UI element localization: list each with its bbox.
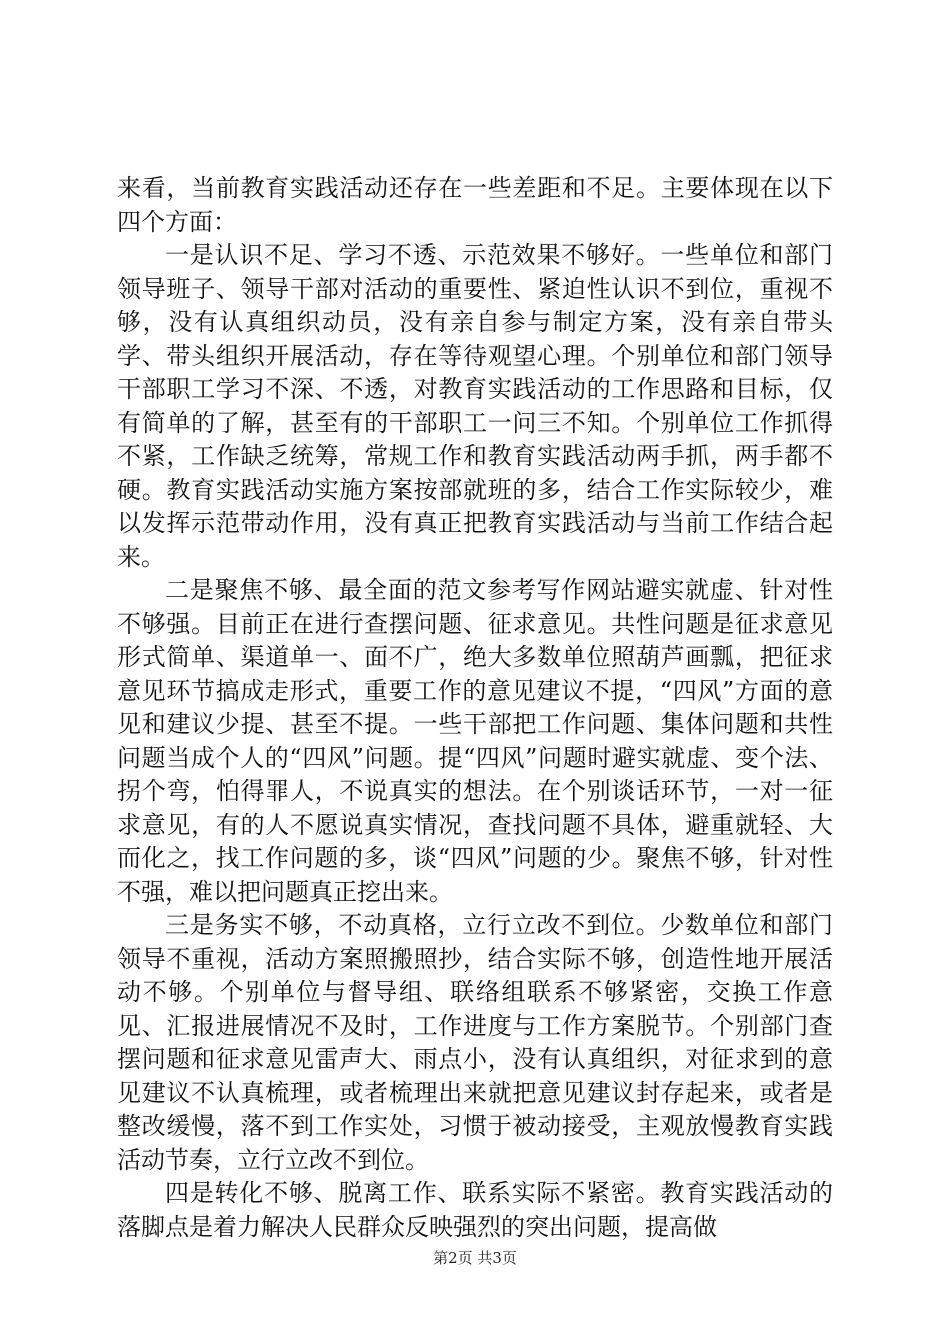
paragraph-point-three: 三是务实不够，不动真格，立行立改不到位。少数单位和部门领导不重视，活动方案照搬照抄，结合实际不够，创造性地开展活动不够。个别单位与督导组、联络组联系不够紧密，交换工作意见、汇报进展情况不及时，工作进度与工作方案脱节。个别部门查摆问题和征求意见雷声大、雨点小，没有认真组织，对征求到的意见建议不认真梳理，或者梳理出来就把意见建议封存起来，或者是整改缓慢，落不到工作实处，习惯于被动接受，主观放慢教育实践活动节奏，立行立改不到位。 [117,911,833,1174]
paragraph-continuation: 来看，当前教育实践活动还存在一些差距和不足。主要体现在以下四个方面： [117,174,833,236]
paragraph-point-one: 一是认识不足、学习不透、示范效果不够好。一些单位和部门领导班子、领导干部对活动的重要性、紧迫性认识不到位，重视不够，没有认真组织动员，没有亲自参与制定方案，没有亲自带头学、带头组织开展活动，存在等待观望心理。个别单位和部门领导干部职工学习不深、不透，对教育实践活动的工作思路和目标，仅有简单的了解，甚至有的干部职工一问三不知。个别单位工作抓得不紧，工作缺乏统筹，常规工作和教育实践活动两手抓，两手都不硬。教育实践活动实施方案按部就班的多，结合工作实际较少，难以发挥示范带动作用，没有真正把教育实践活动与当前工作结合起来。 [117,241,833,571]
document-body [117,172,833,1244]
paragraph-point-two: 二是聚焦不够、最全面的范文参考写作网站避实就虚、针对性不够强。目前正在进行查摆问题、征求意见。共性问题是征求意见形式简单、渠道单一、面不广，绝大多数单位照葫芦画瓢，把征求意见环节搞成走形式，重要工作的意见建议不提，“四风”方面的意见和建议少提、甚至不提。一些干部把工作问题、集体问题和共性问题当成个人的“四风”问题。提“四风”问题时避实就虚、变个法、拐个弯，怕得罪人，不说真实的想法。在个别谈话环节，一对一征求意见，有的人不愿说真实情况，查找问题不具体，避重就轻、大而化之，找工作问题的多，谈“四风”问题的少。聚焦不够，针对性不强，难以把问题真正挖出来。 [117,576,833,906]
page-number-footer: 第2页 共3页 [433,1249,517,1267]
paragraph-point-four: 四是转化不够、脱离工作、联系实际不紧密。教育实践活动的落脚点是着力解决人民群众反映强烈的突出问题，提高做 [117,1179,833,1241]
